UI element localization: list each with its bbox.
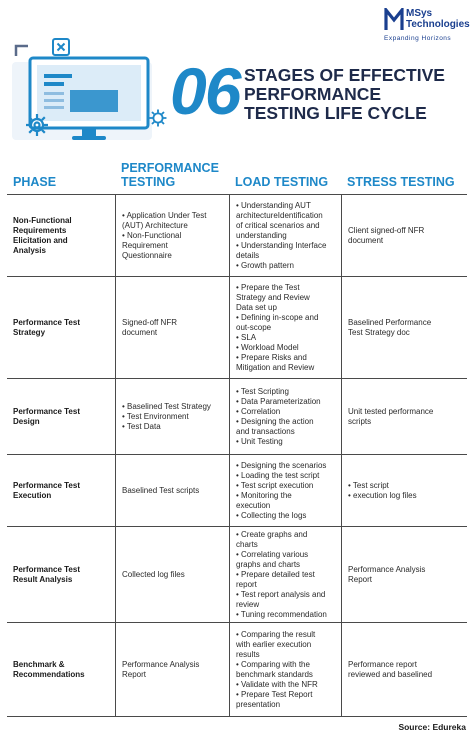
table-body <box>7 194 467 717</box>
load-testing-cell: • Test Scripting • Data Parameterization • Correlation • Designing the action and transactions • Unit Testing <box>229 379 341 454</box>
stress-testing-cell: Performance report reviewed and baselined <box>341 623 467 716</box>
table-row <box>7 623 467 717</box>
phase-cell: Performance Test Strategy <box>13 317 80 337</box>
load-testing-cell: • Designing the scenarios • Loading the test script • Test script execution • Monitoring the execution • Collecting the logs <box>229 455 341 526</box>
column-header-stress-testing: STRESS TESTING <box>347 175 455 189</box>
stress-testing-cell: Baselined Performance Test Strategy doc <box>341 277 467 378</box>
performance-testing-cell: Signed-off NFR document <box>115 277 229 378</box>
column-header-phase: PHASE <box>13 175 57 189</box>
phase-cell: Benchmark & Recommendations <box>13 659 85 679</box>
load-testing-cell: • Prepare the Test Strategy and Review Data set up • Defining in-scope and out-scope • SLA • Workload Model • Prepare Risks and Mitigation and Review <box>229 277 341 378</box>
table-row <box>7 455 467 527</box>
performance-testing-cell: • Application Under Test (AUT) Architecture • Non-Functional Requirement Questionnaire <box>115 195 229 276</box>
column-header-load-testing: LOAD TESTING <box>235 175 329 189</box>
stress-testing-cell: • Test script • execution log files <box>341 455 467 526</box>
load-testing-cell: • Create graphs and charts • Correlating various graphs and charts • Prepare detailed test report • Test report analysis and review • Tuning recommendation <box>229 527 341 622</box>
table-row <box>7 195 467 277</box>
lifecycle-table <box>7 158 467 717</box>
phase-cell: Performance Test Execution <box>13 480 80 500</box>
performance-testing-cell: Performance Analysis Report <box>115 623 229 716</box>
load-testing-cell: • Comparing the result with earlier execution results • Comparing with the benchmark standards • Validate with the NFR • Prepare Test Report presentation <box>229 623 341 716</box>
phase-cell: Performance Test Design <box>13 406 80 426</box>
gear-icon <box>24 112 50 138</box>
gear-icon <box>148 108 168 128</box>
stress-testing-cell: Unit tested performance scripts <box>341 379 467 454</box>
page-title: STAGES OF EFFECTIVE PERFORMANCE TESTING LIFE CYCLE <box>244 65 445 123</box>
stress-testing-cell: Performance Analysis Report <box>341 527 467 622</box>
phase-cell: Performance Test Result Analysis <box>13 564 80 584</box>
brand-logo <box>384 6 470 46</box>
source-credit: Source: Edureka <box>398 722 466 732</box>
stage-count: 06 <box>170 54 240 128</box>
brand-logo-mark-icon <box>384 8 404 32</box>
performance-testing-cell: Collected log files <box>115 527 229 622</box>
table-header <box>7 158 467 194</box>
phase-cell: Non-Functional Requirements Elicitation and Analysis <box>13 215 72 255</box>
close-icon <box>52 38 70 56</box>
header <box>0 0 474 158</box>
performance-testing-cell: • Baselined Test Strategy • Test Environment • Test Data <box>115 379 229 454</box>
brand-tagline: Expanding Horizons <box>384 35 452 42</box>
performance-testing-cell: Baselined Test scripts <box>115 455 229 526</box>
table-row <box>7 527 467 623</box>
column-header-performance-testing: PERFORMANCE TESTING <box>121 161 219 189</box>
stress-testing-cell: Client signed-off NFR document <box>341 195 467 276</box>
table-row <box>7 379 467 455</box>
table-row <box>7 277 467 379</box>
brand-name: MSys Technologies <box>406 8 470 30</box>
load-testing-cell: • Understanding AUT architectureIdentification of critical scenarios and understanding • Understanding Interface details • Growth pattern <box>229 195 341 276</box>
